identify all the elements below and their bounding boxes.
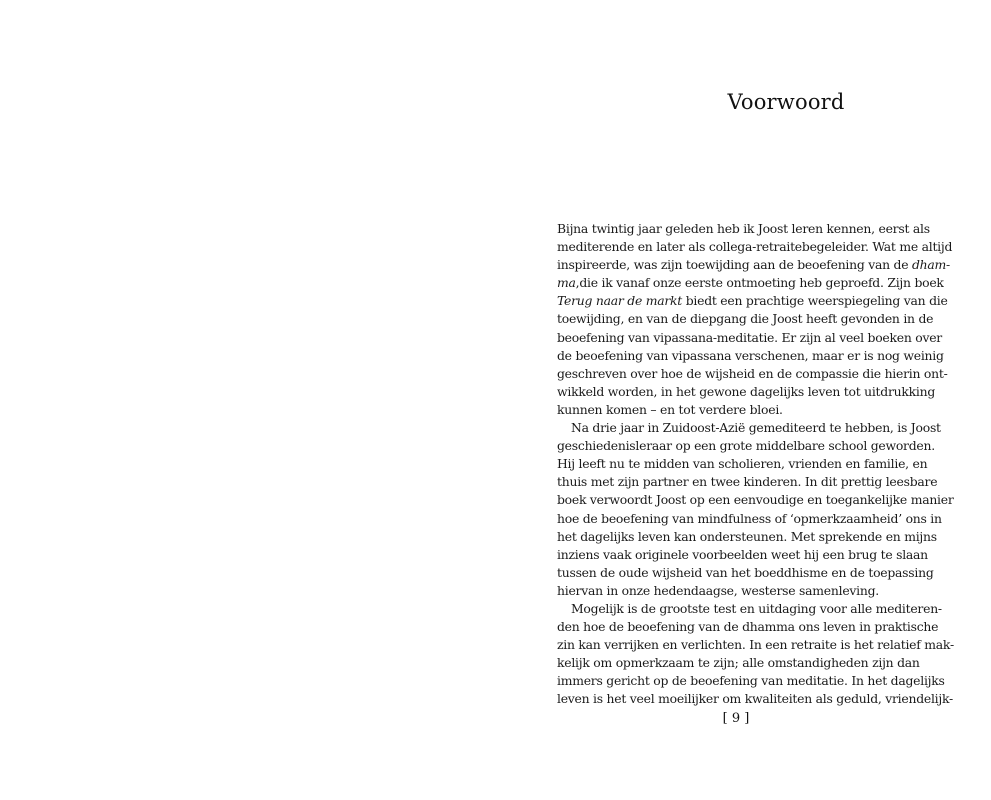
text-line: geschiedenisleraar op een grote middelbare school geworden. xyxy=(557,438,935,454)
right-page xyxy=(496,0,991,800)
body-text xyxy=(557,220,954,709)
text-line: het dagelijks leven kan ondersteunen. Met sprekende en mijns xyxy=(557,528,937,544)
text-line: tussen de oude wijsheid van het boeddhisme en de toepassing xyxy=(557,564,934,580)
paragraph xyxy=(557,419,954,600)
text-line: Na drie jaar in Zuidoost-Azië gemediteerd te hebben, is Joost xyxy=(571,420,941,436)
text-line: geschreven over hoe de wijsheid en de compassie die hierin ont- xyxy=(557,365,948,381)
text-line: zin kan verrijken en verlichten. In een retraite is het relatief mak- xyxy=(557,637,954,653)
text-line: inspireerde, was zijn toewijding aan de beoefening van de dham- xyxy=(557,257,950,273)
text-line: beoefening van vipassana-meditatie. Er zijn al veel boeken over xyxy=(557,329,942,345)
italic-text: dham- xyxy=(912,257,950,273)
text-line: kelijk om opmerkzaam te zijn; alle omstandigheden zijn dan xyxy=(557,655,920,671)
text-line: wikkeld worden, in het gewone dagelijks leven tot uitdrukking xyxy=(557,383,936,399)
text-line: boek verwoordt Joost op een eenvoudige en toegankelijke manier xyxy=(557,492,954,508)
left-blank-page xyxy=(0,0,495,800)
text-line: Hij leeft nu te midden van scholieren, vrienden en familie, en xyxy=(557,456,928,472)
text-line: mediterende en later als collega-retraitebegeleider. Wat me altijd xyxy=(557,239,953,255)
text-line: thuis met zijn partner en twee kinderen. In dit prettig leesbare xyxy=(557,474,938,490)
text-line: toewijding, en van de diepgang die Joost heeft gevonden in de xyxy=(557,311,934,327)
chapter-title: Voorwoord xyxy=(727,90,845,114)
text-line: immers gericht op de beoefening van meditatie. In het dagelijks xyxy=(557,673,945,689)
text-line: Terug naar de markt biedt een prachtige weerspiegeling van die xyxy=(557,293,948,309)
text-line: de beoefening van vipassana verschenen, maar er is nog weinig xyxy=(557,347,944,363)
text-line: kunnen komen – en tot verdere bloei. xyxy=(557,401,783,417)
text-line: inziens vaak originele voorbeelden weet hij een brug te slaan xyxy=(557,546,928,562)
page-number: [ 9 ] xyxy=(722,711,750,726)
paragraph xyxy=(557,220,953,419)
italic-text: Terug naar de markt xyxy=(557,293,683,309)
text-line: hiervan in onze hedendaagse, westerse samenleving. xyxy=(557,582,879,598)
italic-text: ma xyxy=(557,275,576,291)
text-line: leven is het veel moeilijker om kwaliteiten als geduld, vriendelijk- xyxy=(557,691,953,707)
text-line: hoe de beoefening van mindfulness of ‘opmerkzaamheid’ ons in xyxy=(557,510,942,526)
text-line: ma,die ik vanaf onze eerste ontmoeting heb geproefd. Zijn boek xyxy=(557,275,944,291)
paragraph xyxy=(557,600,954,709)
text-line: Mogelijk is de grootste test en uitdaging voor alle mediteren- xyxy=(571,600,942,616)
text-line: den hoe de beoefening van de dhamma ons leven in praktische xyxy=(557,619,939,635)
text-line: Bijna twintig jaar geleden heb ik Joost leren kennen, eerst als xyxy=(557,221,930,236)
